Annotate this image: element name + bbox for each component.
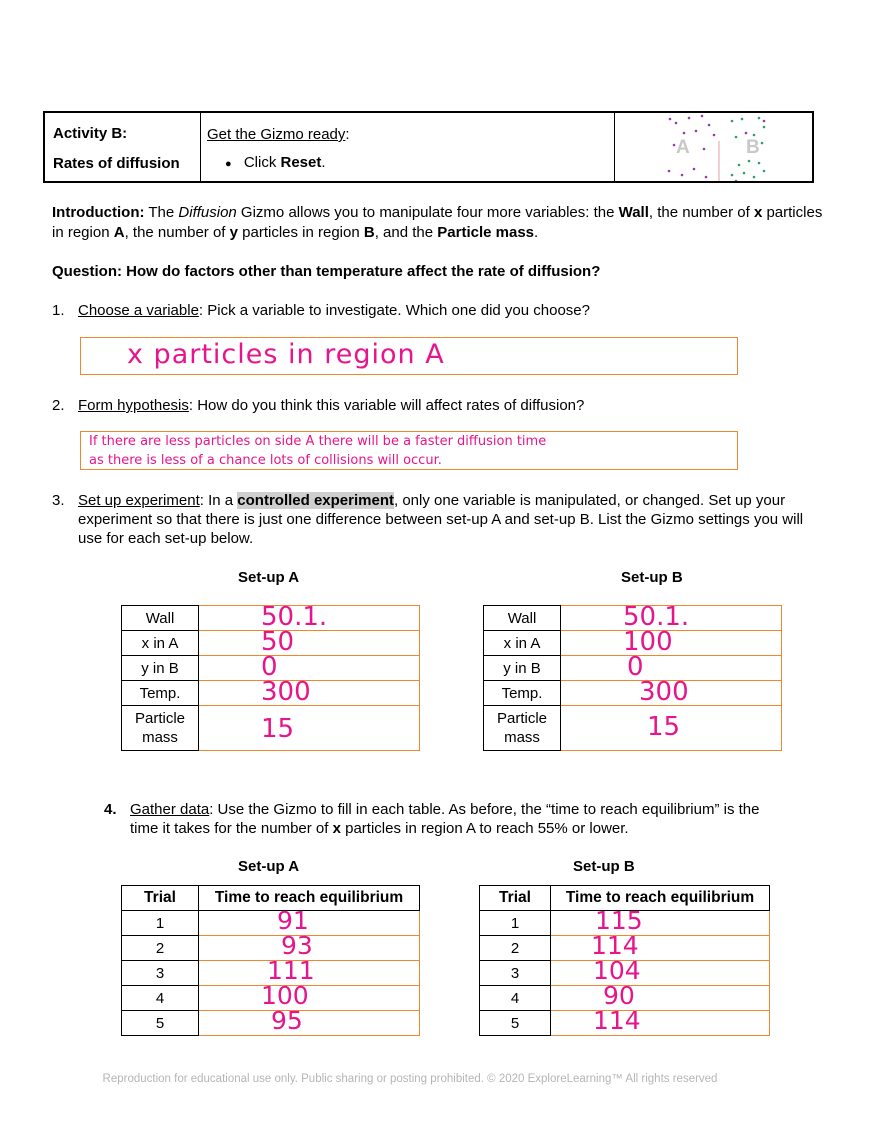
- question-3: 3. Set up experiment: In a controlled experiment, only one variable is manipulated, or changed. Set up your experiment so that there is just one difference between set-up A and set-up B. List the Gizmo settings you will use for each set-up below.: [52, 492, 804, 547]
- handwritten-value: 50: [261, 627, 295, 657]
- time-cell[interactable]: [551, 931, 770, 961]
- answer-2-line-2: as there is less of a chance lots of collisions will occur.: [89, 453, 442, 468]
- table-row: [484, 706, 782, 751]
- handwritten-value: 0: [627, 652, 644, 682]
- handwritten-time: 111: [267, 956, 315, 985]
- header-row: [122, 886, 420, 911]
- question-2: 2. Form hypothesis: How do you think this variable will affect rates of diffusion?: [52, 397, 585, 414]
- gizmo-ready-cell: [200, 113, 615, 181]
- handwritten-time: 114: [591, 931, 639, 960]
- bullet-icon: ●: [225, 158, 232, 170]
- time-cell[interactable]: [551, 981, 770, 1011]
- gizmo-thumbnail: [614, 113, 814, 181]
- value-cell[interactable]: [199, 602, 420, 632]
- trial-number: 5: [122, 1011, 199, 1036]
- handwritten-value: 50.1.: [623, 602, 690, 632]
- table-row: [484, 681, 782, 706]
- trial-table-a: [121, 885, 420, 1036]
- table-row: [122, 681, 420, 706]
- value-cell[interactable]: [561, 706, 782, 751]
- handwritten-time: 114: [593, 1006, 641, 1035]
- trial-number: 2: [122, 936, 199, 961]
- col-trial: Trial: [480, 886, 551, 911]
- trial-number: 4: [122, 986, 199, 1011]
- region-a-label: A: [676, 137, 690, 158]
- handwritten-time: 93: [281, 931, 313, 960]
- handwritten-time: 90: [603, 981, 635, 1010]
- row-label: Wall: [122, 606, 199, 631]
- setup-b-table: [483, 602, 782, 751]
- table-row: [122, 706, 420, 751]
- particles-image: [614, 113, 814, 181]
- activity-label: Activity B:: [53, 125, 128, 142]
- handwritten-value: 0: [261, 652, 278, 682]
- row-label: x in A: [122, 631, 199, 656]
- col-time: Time to reach equilibrium: [199, 886, 420, 911]
- handwritten-value: 50.1.: [261, 602, 328, 632]
- time-cell[interactable]: [551, 1006, 770, 1036]
- row-label: y in B: [122, 656, 199, 681]
- setup-b-title: Set-up B: [621, 569, 683, 586]
- trial-number: 2: [480, 936, 551, 961]
- table-row: [484, 656, 782, 681]
- trial-number: 3: [480, 961, 551, 986]
- handwritten-time: 91: [277, 906, 309, 935]
- trial-number: 4: [480, 986, 551, 1011]
- handwritten-value: 100: [623, 627, 673, 657]
- table-row: [122, 1011, 420, 1036]
- handwritten-time: 95: [271, 1006, 303, 1035]
- activity-title: Rates of diffusion: [53, 155, 180, 172]
- setup-a-title: Set-up A: [238, 569, 300, 586]
- answer-2-line-1: If there are less particles on side A there will be a faster diffusion time: [89, 434, 547, 449]
- col-time: Time to reach equilibrium: [551, 886, 770, 911]
- trial-setup-a-title: Set-up A: [238, 858, 300, 875]
- activity-header-table: [43, 111, 814, 183]
- row-label: x in A: [484, 631, 561, 656]
- answer-1-handwriting: x particles in region A: [127, 339, 445, 370]
- table-row: [122, 911, 420, 936]
- setup-a-table: [121, 602, 420, 751]
- time-cell[interactable]: [551, 906, 770, 936]
- answer-box-2[interactable]: [80, 431, 738, 470]
- question-1: 1. Choose a variable: Pick a variable to investigate. Which one did you choose?: [52, 302, 590, 319]
- time-cell[interactable]: [551, 956, 770, 986]
- region-b-label: B: [746, 137, 760, 158]
- trial-number: 1: [122, 911, 199, 936]
- introduction: Introduction: The Diffusion Gizmo allows you to manipulate four more variables: the Wall, the number of x particles in region A, the number of y particles in region B, and the Particle mass.: [52, 204, 823, 241]
- trial-number: 3: [122, 961, 199, 986]
- trial-setup-b-title: Set-up B: [573, 858, 635, 875]
- table-row: [480, 1011, 770, 1036]
- handwritten-time: 104: [593, 956, 641, 985]
- value-cell[interactable]: [199, 706, 420, 751]
- value-cell[interactable]: [561, 627, 782, 657]
- row-label: Temp.: [122, 681, 199, 706]
- footer-notice: Reproduction for educational use only. Public sharing or posting prohibited. © 2020 ExploreLearning™ All rights reserved: [102, 1073, 718, 1085]
- row-label: Particle mass: [484, 706, 561, 751]
- handwritten-time: 115: [595, 906, 643, 935]
- trial-table-b: [479, 885, 770, 1036]
- value-cell[interactable]: [199, 627, 420, 657]
- handwritten-value: 300: [261, 677, 311, 707]
- col-trial: Trial: [122, 886, 199, 911]
- trial-number: 5: [480, 1011, 551, 1036]
- handwritten-time: 100: [261, 981, 309, 1010]
- value-cell[interactable]: [561, 677, 782, 707]
- value-cell[interactable]: [199, 677, 420, 707]
- time-cell[interactable]: [199, 981, 420, 1011]
- row-label: y in B: [484, 656, 561, 681]
- time-cell[interactable]: [199, 1006, 420, 1036]
- handwritten-value: 15: [647, 712, 681, 742]
- answer-box-1[interactable]: [80, 337, 738, 375]
- handwritten-value: 15: [261, 714, 295, 744]
- trial-number: 1: [480, 911, 551, 936]
- reset-instruction: ● Click Reset.: [225, 154, 326, 171]
- row-label: Wall: [484, 606, 561, 631]
- gizmo-ready-heading: Get the Gizmo ready:: [207, 126, 350, 143]
- activity-cell: [45, 113, 201, 181]
- row-label: Temp.: [484, 681, 561, 706]
- time-cell[interactable]: [199, 956, 420, 986]
- row-label: Particle mass: [122, 706, 199, 751]
- question-heading: Question: How do factors other than temperature affect the rate of diffusion?: [52, 263, 601, 280]
- handwritten-value: 300: [639, 677, 689, 707]
